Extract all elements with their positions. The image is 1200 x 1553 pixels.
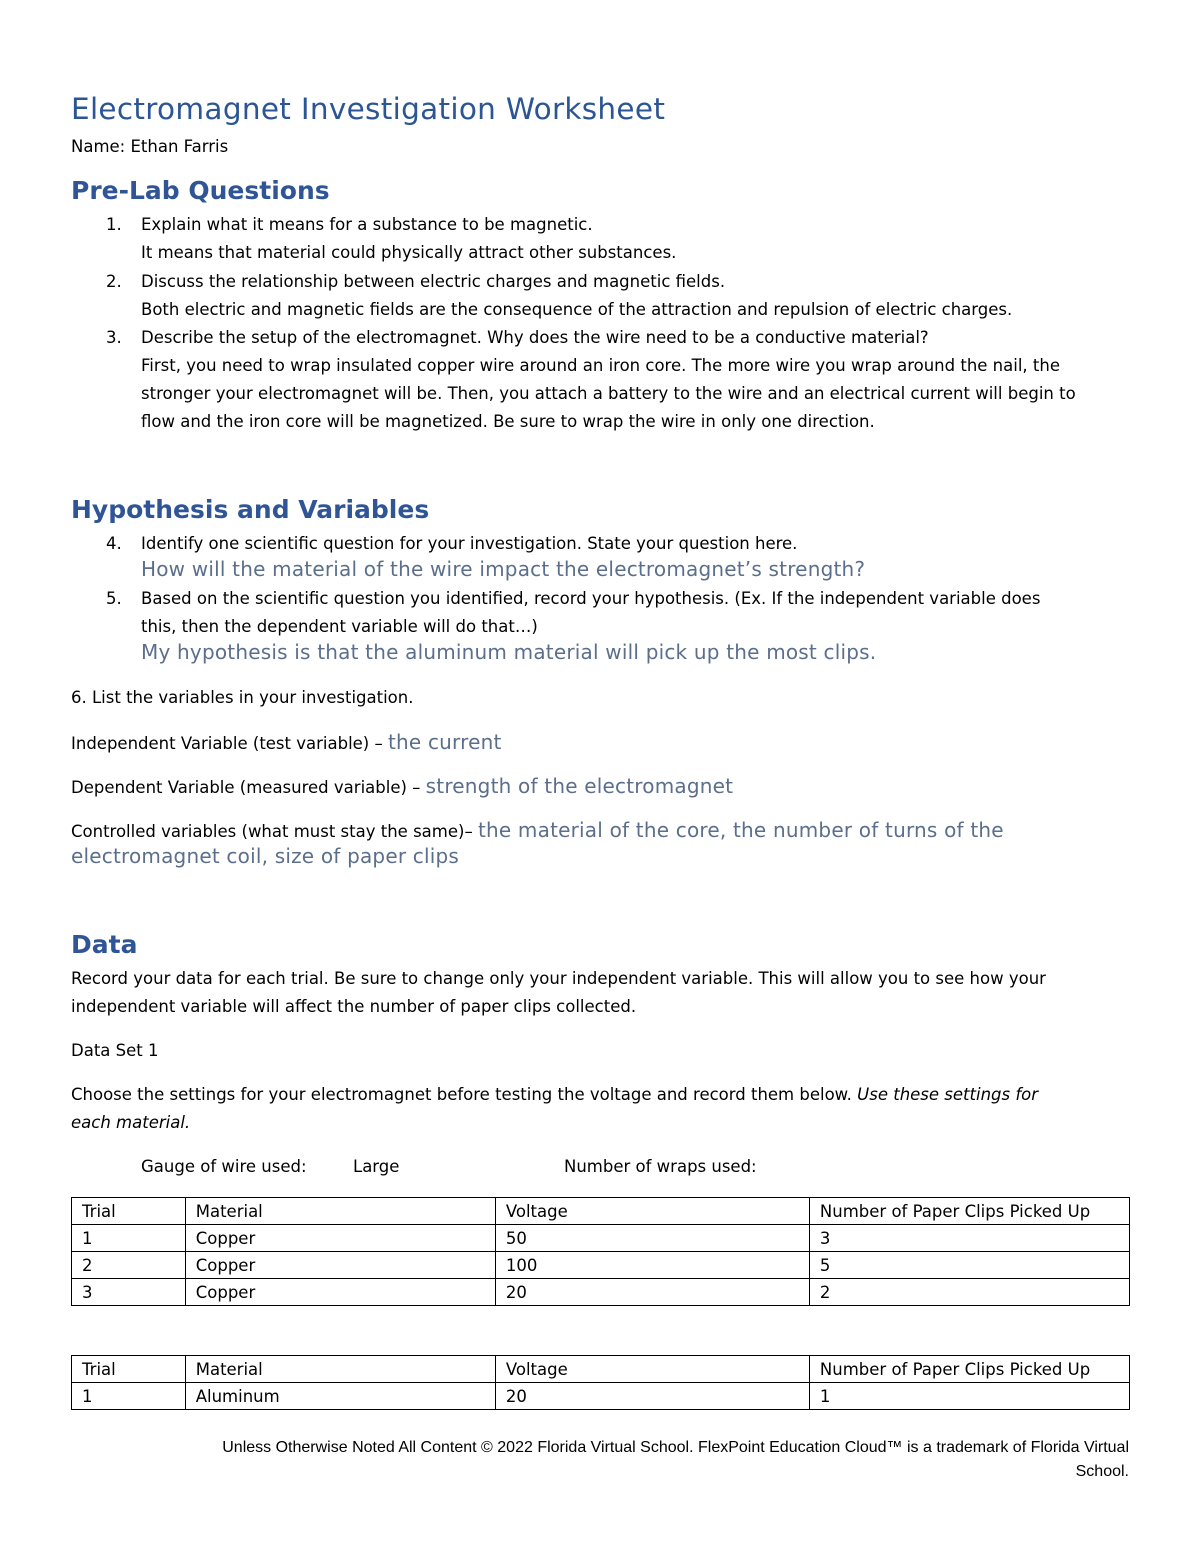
settings-text: Choose the settings for your electromagnet before testing the voltage and record them below. — [71, 1085, 852, 1104]
data-table-copper — [71, 1197, 1130, 1306]
gauge-label: Gauge of wire used: — [141, 1157, 307, 1176]
independent-variable — [71, 728, 1131, 758]
answer-2: Both electric and magnetic fields are the consequence of the attraction and repulsion of electric charges. — [141, 300, 1013, 319]
footer-line-1: Unless Otherwise Noted All Content © 2022 Florida Virtual School. FlexPoint Education Cloud™ is a trademark of Florida Virtual — [222, 1439, 1129, 1456]
question-text: Explain what it means for a substance to be magnetic. — [141, 215, 593, 234]
controlled-value: the material of the core, the number of turns of the — [477, 818, 1004, 842]
cell-voltage: 20 — [495, 1383, 809, 1410]
student-name — [71, 137, 228, 156]
controlled-variables — [71, 816, 1131, 846]
cell-trial: 3 — [72, 1279, 186, 1306]
table-header-row — [72, 1198, 1130, 1225]
copyright-footer — [69, 1436, 1129, 1484]
settings-instructions — [71, 1081, 1131, 1109]
data-heading: Data — [71, 930, 138, 959]
question-text: Based on the scientific question you identified, record your hypothesis. (Ex. If the independent variable does — [141, 589, 1041, 608]
dependent-variable — [71, 772, 1131, 802]
cell-voltage: 20 — [495, 1279, 809, 1306]
cell-trial: 2 — [72, 1252, 186, 1279]
settings-italic: Use these settings for — [857, 1085, 1039, 1104]
controlled-value-continued: electromagnet coil, size of paper clips — [71, 844, 460, 868]
question-number: 3. — [106, 328, 122, 347]
cell-clips: 1 — [809, 1383, 1129, 1410]
data-set-label: Data Set 1 — [71, 1041, 159, 1060]
cell-trial: 1 — [72, 1383, 186, 1410]
cell-clips: 3 — [809, 1225, 1129, 1252]
question-text: Discuss the relationship between electric charges and magnetic fields. — [141, 272, 726, 291]
independent-label: Independent Variable (test variable) – — [71, 734, 383, 753]
answer-5: My hypothesis is that the aluminum material will pick up the most clips. — [141, 640, 877, 664]
cell-clips: 5 — [809, 1252, 1129, 1279]
question-number: 1. — [106, 215, 122, 234]
cell-clips: 2 — [809, 1279, 1129, 1306]
question-5-line-2: this, then the dependent variable will do that…) — [141, 617, 538, 636]
table-row — [72, 1252, 1130, 1279]
header-cell: Number of Paper Clips Picked Up — [809, 1356, 1129, 1383]
page-title: Electromagnet Investigation Worksheet — [71, 92, 666, 126]
cell-trial: 1 — [72, 1225, 186, 1252]
header-cell: Trial — [72, 1198, 186, 1225]
data-table-aluminum — [71, 1355, 1130, 1410]
answer-1: It means that material could physically attract other substances. — [141, 243, 677, 262]
header-cell: Number of Paper Clips Picked Up — [809, 1198, 1129, 1225]
dependent-value: strength of the electromagnet — [425, 774, 734, 798]
question-text: Identify one scientific question for your investigation. State your question here. — [141, 534, 798, 553]
settings-instructions-line-2 — [71, 1109, 1131, 1137]
controlled-label: Controlled variables (what must stay the same)– — [71, 822, 473, 841]
cell-voltage: 100 — [495, 1252, 809, 1279]
independent-value: the current — [388, 730, 502, 754]
settings-italic-continued: each material. — [71, 1113, 191, 1132]
table-header-row — [72, 1356, 1130, 1383]
gauge-value: Large — [353, 1157, 400, 1176]
header-cell: Material — [185, 1356, 495, 1383]
answer-4: How will the material of the wire impact the electromagnet’s strength? — [141, 557, 866, 581]
data-intro-line-2: independent variable will affect the number of paper clips collected. — [71, 997, 637, 1016]
header-cell: Material — [185, 1198, 495, 1225]
data-intro-line-1: Record your data for each trial. Be sure to change only your independent variable. This will allow you to see how your — [71, 969, 1046, 988]
question-number: 4. — [106, 534, 122, 553]
name-value: Ethan Farris — [130, 137, 229, 156]
answer-3-line-2: stronger your electromagnet will be. Then, you attach a battery to the wire and an electrical current will begin to — [141, 384, 1076, 403]
header-cell: Voltage — [495, 1356, 809, 1383]
question-number: 2. — [106, 272, 122, 291]
cell-material: Copper — [185, 1279, 495, 1306]
answer-3-line-3: flow and the iron core will be magnetized. Be sure to wrap the wire in only one direction. — [141, 412, 875, 431]
question-6: 6. List the variables in your investigation. — [71, 688, 414, 707]
prelab-heading: Pre-Lab Questions — [71, 176, 330, 205]
header-cell: Trial — [72, 1356, 186, 1383]
cell-material: Copper — [185, 1225, 495, 1252]
cell-material: Aluminum — [185, 1383, 495, 1410]
table-row — [72, 1225, 1130, 1252]
footer-line-2: School. — [1075, 1463, 1129, 1480]
header-cell: Voltage — [495, 1198, 809, 1225]
cell-voltage: 50 — [495, 1225, 809, 1252]
question-number: 5. — [106, 589, 122, 608]
cell-material: Copper — [185, 1252, 495, 1279]
name-label: Name: — [71, 137, 126, 156]
table-row — [72, 1279, 1130, 1306]
answer-3-line-1: First, you need to wrap insulated copper wire around an iron core. The more wire you wrap around the nail, the — [141, 356, 1060, 375]
dependent-label: Dependent Variable (measured variable) – — [71, 778, 421, 797]
question-text: Describe the setup of the electromagnet. Why does the wire need to be a conductive material? — [141, 328, 929, 347]
table-row — [72, 1383, 1130, 1410]
wraps-label: Number of wraps used: — [564, 1157, 757, 1176]
hypothesis-heading: Hypothesis and Variables — [71, 495, 430, 524]
